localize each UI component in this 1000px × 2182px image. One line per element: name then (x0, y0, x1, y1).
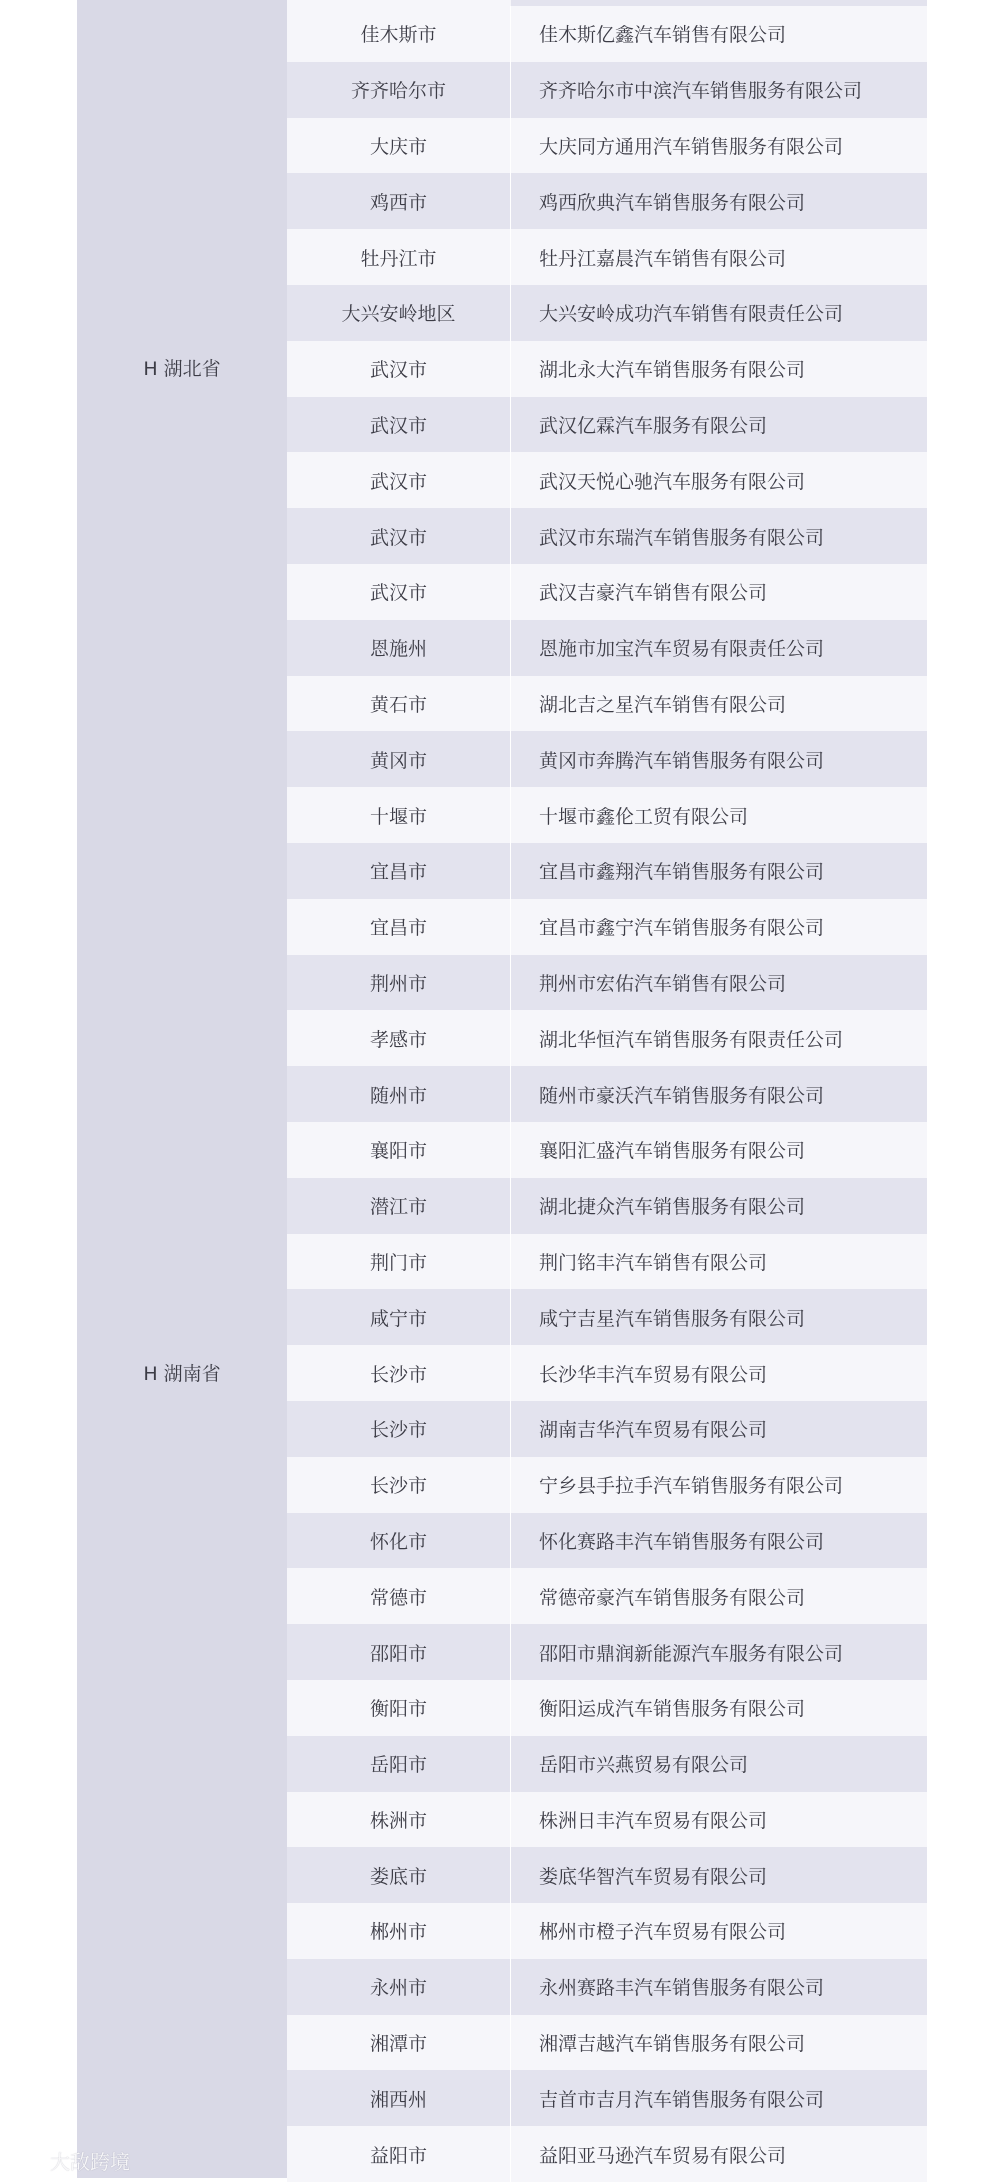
company-cell: 齐齐哈尔市中滨汽车销售服务有限公司 (511, 62, 927, 118)
company-cell: 湖南吉华汽车贸易有限公司 (511, 1401, 927, 1457)
table-row (287, 1792, 927, 1848)
company-cell: 大庆同方通用汽车销售服务有限公司 (511, 118, 927, 174)
table-row (287, 1680, 927, 1736)
table-row (287, 899, 927, 955)
city-cell: 衡阳市 (287, 1680, 511, 1736)
city-cell: 长沙市 (287, 1401, 511, 1457)
dealer-table (77, 0, 927, 2178)
city-cell: 黄石市 (287, 676, 511, 732)
table-row (287, 1457, 927, 1513)
company-cell: 随州市豪沃汽车销售服务有限公司 (511, 1066, 927, 1122)
table-row (287, 1010, 927, 1066)
table-row (287, 620, 927, 676)
company-cell: 益阳亚马逊汽车贸易有限公司 (511, 2126, 927, 2182)
table-row (287, 229, 927, 285)
city-cell: 娄底市 (287, 1847, 511, 1903)
table-row (287, 564, 927, 620)
city-cell: 齐齐哈尔市 (287, 62, 511, 118)
table-rows (287, 0, 927, 2178)
watermark-text: 大敌跨境 (50, 2150, 130, 2174)
city-cell: 武汉市 (287, 341, 511, 397)
table-row (287, 1847, 927, 1903)
city-cell: 随州市 (287, 1066, 511, 1122)
table-row (287, 118, 927, 174)
table-row (287, 452, 927, 508)
company-cell: 永州赛路丰汽车销售服务有限公司 (511, 1959, 927, 2015)
city-cell: 株洲市 (287, 1792, 511, 1848)
city-cell: 宜昌市 (287, 899, 511, 955)
city-cell: 牡丹江市 (287, 229, 511, 285)
city-cell: 郴州市 (287, 1903, 511, 1959)
table-row (287, 1178, 927, 1234)
company-cell: 吉首市吉月汽车销售服务有限公司 (511, 2070, 927, 2126)
city-cell: 武汉市 (287, 508, 511, 564)
city-cell: 宜昌市 (287, 843, 511, 899)
city-cell: 长沙市 (287, 1457, 511, 1513)
company-cell: 常德帝豪汽车销售服务有限公司 (511, 1568, 927, 1624)
company-cell: 大兴安岭成功汽车销售有限责任公司 (511, 285, 927, 341)
company-cell: 娄底华智汽车贸易有限公司 (511, 1847, 927, 1903)
company-cell: 武汉亿霖汽车服务有限公司 (511, 397, 927, 453)
company-cell: 湖北永大汽车销售服务有限公司 (511, 341, 927, 397)
city-cell: 大兴安岭地区 (287, 285, 511, 341)
city-cell: 武汉市 (287, 452, 511, 508)
company-cell: 襄阳汇盛汽车销售服务有限公司 (511, 1122, 927, 1178)
table-row (287, 1066, 927, 1122)
company-cell: 湖北华恒汽车销售服务有限责任公司 (511, 1010, 927, 1066)
company-cell: 邵阳市鼎润新能源汽车服务有限公司 (511, 1624, 927, 1680)
city-cell: 襄阳市 (287, 1122, 511, 1178)
table-row (287, 508, 927, 564)
table-row (287, 1122, 927, 1178)
company-cell: 牡丹江嘉晨汽车销售有限公司 (511, 229, 927, 285)
table-row (287, 2070, 927, 2126)
table-row (287, 1234, 927, 1290)
table-row (287, 1568, 927, 1624)
city-cell: 湘西州 (287, 2070, 511, 2126)
company-cell: 武汉天悦心驰汽车服务有限公司 (511, 452, 927, 508)
watermark (6, 2146, 130, 2175)
table-row (287, 955, 927, 1011)
table-row (287, 1959, 927, 2015)
company-cell: 佳木斯亿鑫汽车销售有限公司 (511, 6, 927, 62)
company-cell: 株洲日丰汽车贸易有限公司 (511, 1792, 927, 1848)
table-row (287, 285, 927, 341)
city-cell: 咸宁市 (287, 1289, 511, 1345)
table-row (287, 731, 927, 787)
company-cell: 衡阳运成汽车销售服务有限公司 (511, 1680, 927, 1736)
city-cell: 荆州市 (287, 955, 511, 1011)
city-cell: 潜江市 (287, 1178, 511, 1234)
table-row (287, 341, 927, 397)
city-cell: 黄冈市 (287, 731, 511, 787)
table-row (287, 2126, 927, 2182)
company-cell: 黄冈市奔腾汽车销售服务有限公司 (511, 731, 927, 787)
table-row (287, 1903, 927, 1959)
city-cell: 邵阳市 (287, 1624, 511, 1680)
city-cell: 武汉市 (287, 397, 511, 453)
company-cell: 恩施市加宝汽车贸易有限责任公司 (511, 620, 927, 676)
table-row (287, 2015, 927, 2071)
company-cell: 长沙华丰汽车贸易有限公司 (511, 1345, 927, 1401)
city-cell: 长沙市 (287, 1345, 511, 1401)
company-cell: 湖北捷众汽车销售服务有限公司 (511, 1178, 927, 1234)
province-label-hunan: H 湖南省 (143, 1363, 221, 1385)
table-row (287, 1289, 927, 1345)
company-cell: 宁乡县手拉手汽车销售服务有限公司 (511, 1457, 927, 1513)
table-row (287, 787, 927, 843)
table-row (287, 1736, 927, 1792)
city-cell: 益阳市 (287, 2126, 511, 2182)
company-cell: 湘潭吉越汽车销售服务有限公司 (511, 2015, 927, 2071)
table-row (287, 676, 927, 732)
company-cell: 怀化赛路丰汽车销售服务有限公司 (511, 1513, 927, 1569)
table-row (287, 1624, 927, 1680)
company-cell: 咸宁吉星汽车销售服务有限公司 (511, 1289, 927, 1345)
table-row (287, 62, 927, 118)
city-cell: 怀化市 (287, 1513, 511, 1569)
province-column (77, 0, 287, 2178)
company-cell: 鸡西欣典汽车销售服务有限公司 (511, 173, 927, 229)
company-cell: 宜昌市鑫翔汽车销售服务有限公司 (511, 843, 927, 899)
table-row (287, 843, 927, 899)
table-row (287, 1401, 927, 1457)
city-cell: 佳木斯市 (287, 6, 511, 62)
company-cell: 十堰市鑫伦工贸有限公司 (511, 787, 927, 843)
company-cell: 武汉吉豪汽车销售有限公司 (511, 564, 927, 620)
province-label-hubei: H 湖北省 (143, 358, 221, 380)
city-cell: 十堰市 (287, 787, 511, 843)
company-cell: 宜昌市鑫宁汽车销售服务有限公司 (511, 899, 927, 955)
city-cell: 恩施州 (287, 620, 511, 676)
city-cell: 孝感市 (287, 1010, 511, 1066)
company-cell: 荆门铭丰汽车销售有限公司 (511, 1234, 927, 1290)
table-row (287, 1513, 927, 1569)
company-cell: 武汉市东瑞汽车销售服务有限公司 (511, 508, 927, 564)
city-cell: 大庆市 (287, 118, 511, 174)
company-cell: 郴州市橙子汽车贸易有限公司 (511, 1903, 927, 1959)
city-cell: 荆门市 (287, 1234, 511, 1290)
company-cell: 湖北吉之星汽车销售有限公司 (511, 676, 927, 732)
city-cell: 永州市 (287, 1959, 511, 2015)
city-cell: 武汉市 (287, 564, 511, 620)
table-row (287, 173, 927, 229)
city-cell: 鸡西市 (287, 173, 511, 229)
city-cell: 岳阳市 (287, 1736, 511, 1792)
company-cell: 荆州市宏佑汽车销售有限公司 (511, 955, 927, 1011)
table-row (287, 1345, 927, 1401)
city-cell: 湘潭市 (287, 2015, 511, 2071)
city-cell: 常德市 (287, 1568, 511, 1624)
table-row (287, 397, 927, 453)
logo-icon (6, 2149, 44, 2173)
table-row (287, 6, 927, 62)
company-cell: 岳阳市兴燕贸易有限公司 (511, 1736, 927, 1792)
